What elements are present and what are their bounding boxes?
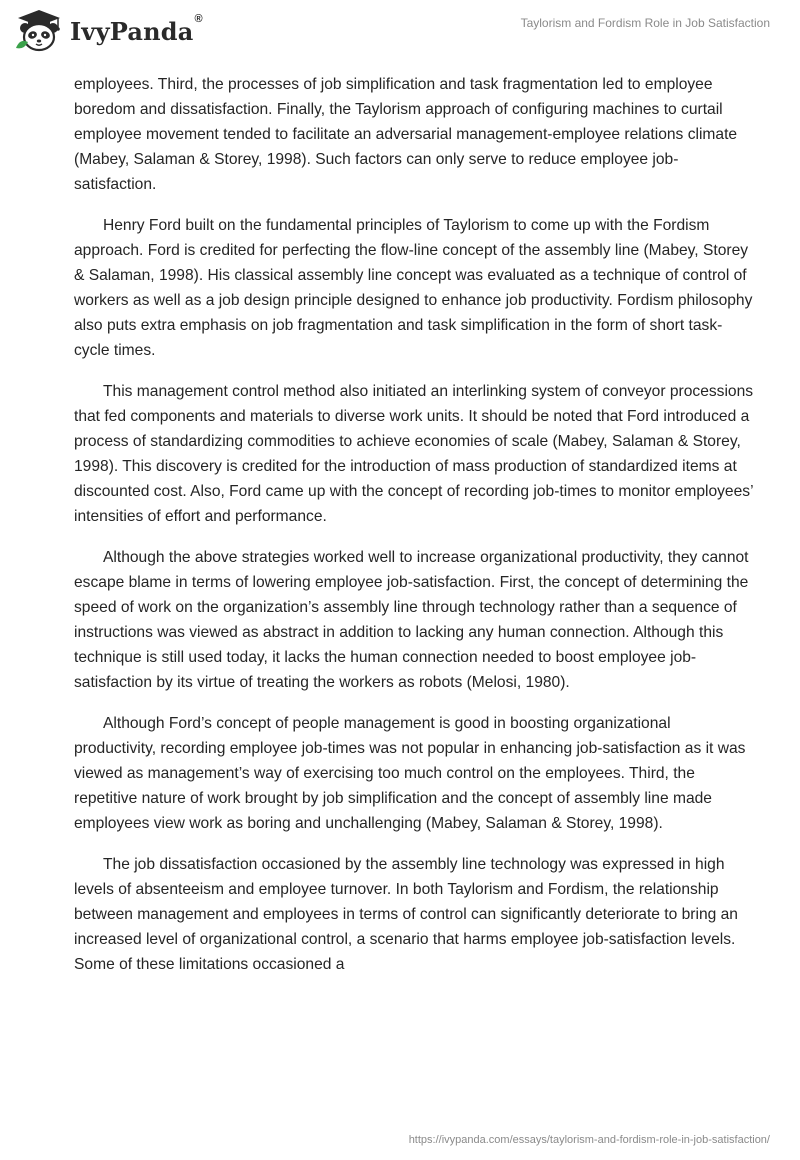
document-title: Taylorism and Fordism Role in Job Satisfaction [520, 16, 770, 30]
paragraph: The job dissatisfaction occasioned by the assembly line technology was expressed in high levels of absenteeism and employee turnover. In both Taylorism and Fordism, the relationship between management and employees in terms of control can significantly deteriorate to bring an increased level of organizational control, a scenario that harms employee job-satisfaction levels. Some of these limitations occasioned a [74, 856, 738, 973]
brand-logo[interactable] [14, 8, 203, 54]
paragraph: employees. Third, the processes of job simplification and task fragmentation led to employee boredom and dissatisfaction. Finally, the Taylorism approach of configuring machines to curtail employee movement tended to facilitate an adversarial management-employee relations climate (Mabey, Salaman & Storey, 1998). Such factors can only serve to reduce employee job-satisfaction. [74, 76, 738, 193]
paragraph: Henry Ford built on the fundamental principles of Taylorism to come up with the Fordism approach. Ford is credited for perfecting the flow-line concept of the assembly line (Mabey, Storey & Salaman, 1998). His classical assembly line concept was evaluated as a technique of control of workers as well as a job design principle designed to enhance job productivity. Fordism philosophy also puts extra emphasis on job fragmentation and task simplification in the form of short task-cycle times. [74, 217, 753, 359]
panda-mascot-icon [14, 8, 64, 54]
page-header [0, 0, 800, 70]
essay-body [74, 72, 754, 993]
paragraph: This management control method also initiated an interlinking system of conveyor processions that fed components and materials to diverse work units. It should be noted that Ford introduced a process of standardizing commodities to achieve economies of scale (Mabey, Salaman & Storey, 1998). This discovery is credited for the introduction of mass production of standardized items at discounted cost. Also, Ford came up with the concept of recording job-times to monitor employees’ intensities of effort and performance. [74, 383, 754, 525]
source-url-link[interactable]: https://ivypanda.com/essays/taylorism-and-fordism-role-in-job-satisfaction/ [408, 1134, 770, 1146]
brand-name: IvyPanda® [70, 12, 203, 46]
paragraph: Although Ford’s concept of people management is good in boosting organizational productivity, recording employee job-times was not popular in enhancing job-satisfaction as it was viewed as management’s way of exercising too much control on the employees. Third, the repetitive nature of work brought by job simplification and the concept of assembly line made employees view work as boring and unchallenging (Mabey, Salaman & Storey, 1998). [74, 715, 746, 832]
paragraph: Although the above strategies worked well to increase organizational productivity, they cannot escape blame in terms of lowering employee job-satisfaction. First, the concept of determining the speed of work on the organization’s assembly line through technology rather than a sequence of instructions was viewed as abstract in addition to lacking any human connection. Although this technique is still used today, it lacks the human connection needed to boost employee job-satisfaction by its virtue of treating the workers as robots (Melosi, 1980). [74, 549, 749, 691]
